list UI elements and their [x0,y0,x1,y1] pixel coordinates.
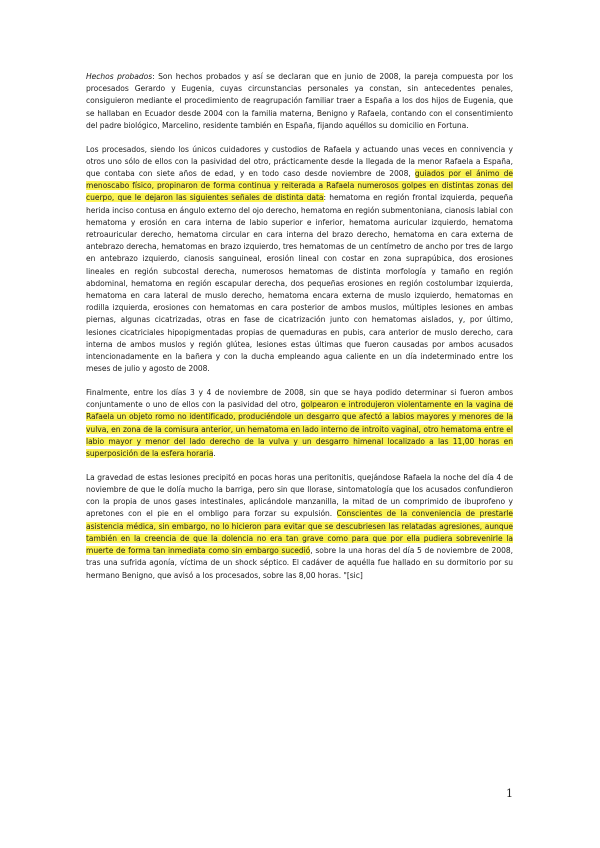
paragraph-hechos-probados [86,71,513,132]
text-segment: La gravedad de estas lesiones precipitó en pocas horas una peritonitis, quejándose Rafaela la noche del día 4 de noviembre de que le dolía mucho la barriga, pero sin que llorase, sintomatología que los acusados confundieron con la propia de unos gases intestinales, aplicándole manzanilla, la mitad de un comprimido de ibuprofeno y apretones con el pie en el ombligo para forzar su expulsión. [86,472,513,519]
text-segment: Los procesados, siendo los únicos cuidadores y custodios de Rafaela y actuando unas veces en connivencia y otros uno sólo de ellos con la pasividad del otro, prácticamente desde la llegada de la menor Rafaela a España, que contaba con siete años de edad, y en todo caso desde noviembre de 2008, [86,144,513,179]
hechos-probados-lead: Hechos probados [86,72,153,81]
paragraph-lesiones [86,144,513,376]
text-segment: : hematoma en región frontal izquierda, pequeña herida inciso contusa en ángulo externo del ojo derecho, hematoma en región submentoniana, cianosis labial con hematoma y erosión en cara interna de labio superior e inferior, hematoma auricular izquierdo, hematoma retroauricular derecho, hematoma circular en cara interna del brazo derecho, hematoma en cara externa de antebrazo derecha, hematomas en brazo izquierdo, tres hematomas de un centímetro de ancho por tres de largo en antebrazo izquierdo, cianosis sanguineal, erosión lineal con costar en zona suprapúbica, dos erosiones lineales en región subcostal derecha, numerosos hematomas de distinta morfología y tamaño en región abdominal, hematoma en región escapular derecha, dos pequeñas erosiones en región costolumbar izquierda, hematoma en cara lateral de muslo derecho, hematoma encara externa de muslo izquierdo, hematomas en rodilla izquierda, erosiones con hematomas en cara posterior de ambos muslos, múltiples lesiones en ambas piernas, algunas cicatrizadas, otras en fase de cicatrización junto con hematomas aislados, y, por último, lesiones cicatriciales hipopigmentadas propias de quemaduras en pubis, cara anterior de muslo derecho, cara interna de ambos muslos y región glútea, lesiones estas últimas que fueron causadas por ambos acusados intencionadamente en la bañera y con la ducha empleando agua caliente en un día indeterminado entre los meses de julio y agosto de 2008. [86,193,513,374]
document-body [86,71,513,593]
text-segment: . [213,449,216,459]
paragraph-finalmente [86,387,513,460]
highlighted-text: guiados por el ánimo de menoscabo físico, propinaron de forma continua y reiterada a Rafaela numerosos golpes en distintas zonas del cuerpo, que le dejaron las siguientes señales de distinta data [86,169,513,203]
text-segment: : Son hechos probados y así se declaran que en junio de 2008, la pareja compuesta por los procesados Gerardo y Eugenia, cuyas circunstancias personales ya constan, sin antecedentes penales, consiguieron mediante el procedimiento de reagrupación familiar traer a España a los dos hijos de Eugenia, que se hallaban en Ecuador desde 2004 con la familia materna, Benigno y Rafaela, contando con el consentimiento del padre biológico, Marcelino, residente también en España, fijando aquéllos su domicilio en Fortuna. [86,72,513,130]
text-segment: , sobre la una horas del día 5 de noviembre de 2008, tras una sufrida agonía, víctima de un shock séptico. El cadáver de aquélla fue hallado en su dormitorio por su hermano Benigno, que avisó a los procesados, sobre las 8,00 horas. "[sic] [86,546,514,580]
highlighted-text: golpearon e introdujeron violentamente en la vagina de Rafaela un objeto romo no identificado, produciéndole un desgarro que afectó a labios mayores y menores de la vulva, en zona de la comisura anterior, un hematoma en lado interno de introito vaginal, otro hematoma entre el labio mayor y menor del lado derecho de la vulva y un desgarro himenal localizado a las 11,00 horas en superposición de la esfera horaria [86,400,514,459]
paragraph-gravedad [86,472,513,582]
highlighted-text: Conscientes de la conveniencia de prestarle asistencia médica, sin embargo, no lo hicieron para evitar que se descubriesen las relatadas agresiones, aunque también en la creencia de que la dolencia no era tan grave como para que por ella pudiera sobrevenirle la muerte de forma tan inmediata como sin embargo sucedió [86,509,513,556]
text-segment: Finalmente, entre los días 3 y 4 de noviembre de 2008, sin que se haya podido determinar si fueron ambos conjuntamente o uno de ellos con la pasividad del otro, [86,388,513,410]
page-number: 1 [506,787,513,800]
